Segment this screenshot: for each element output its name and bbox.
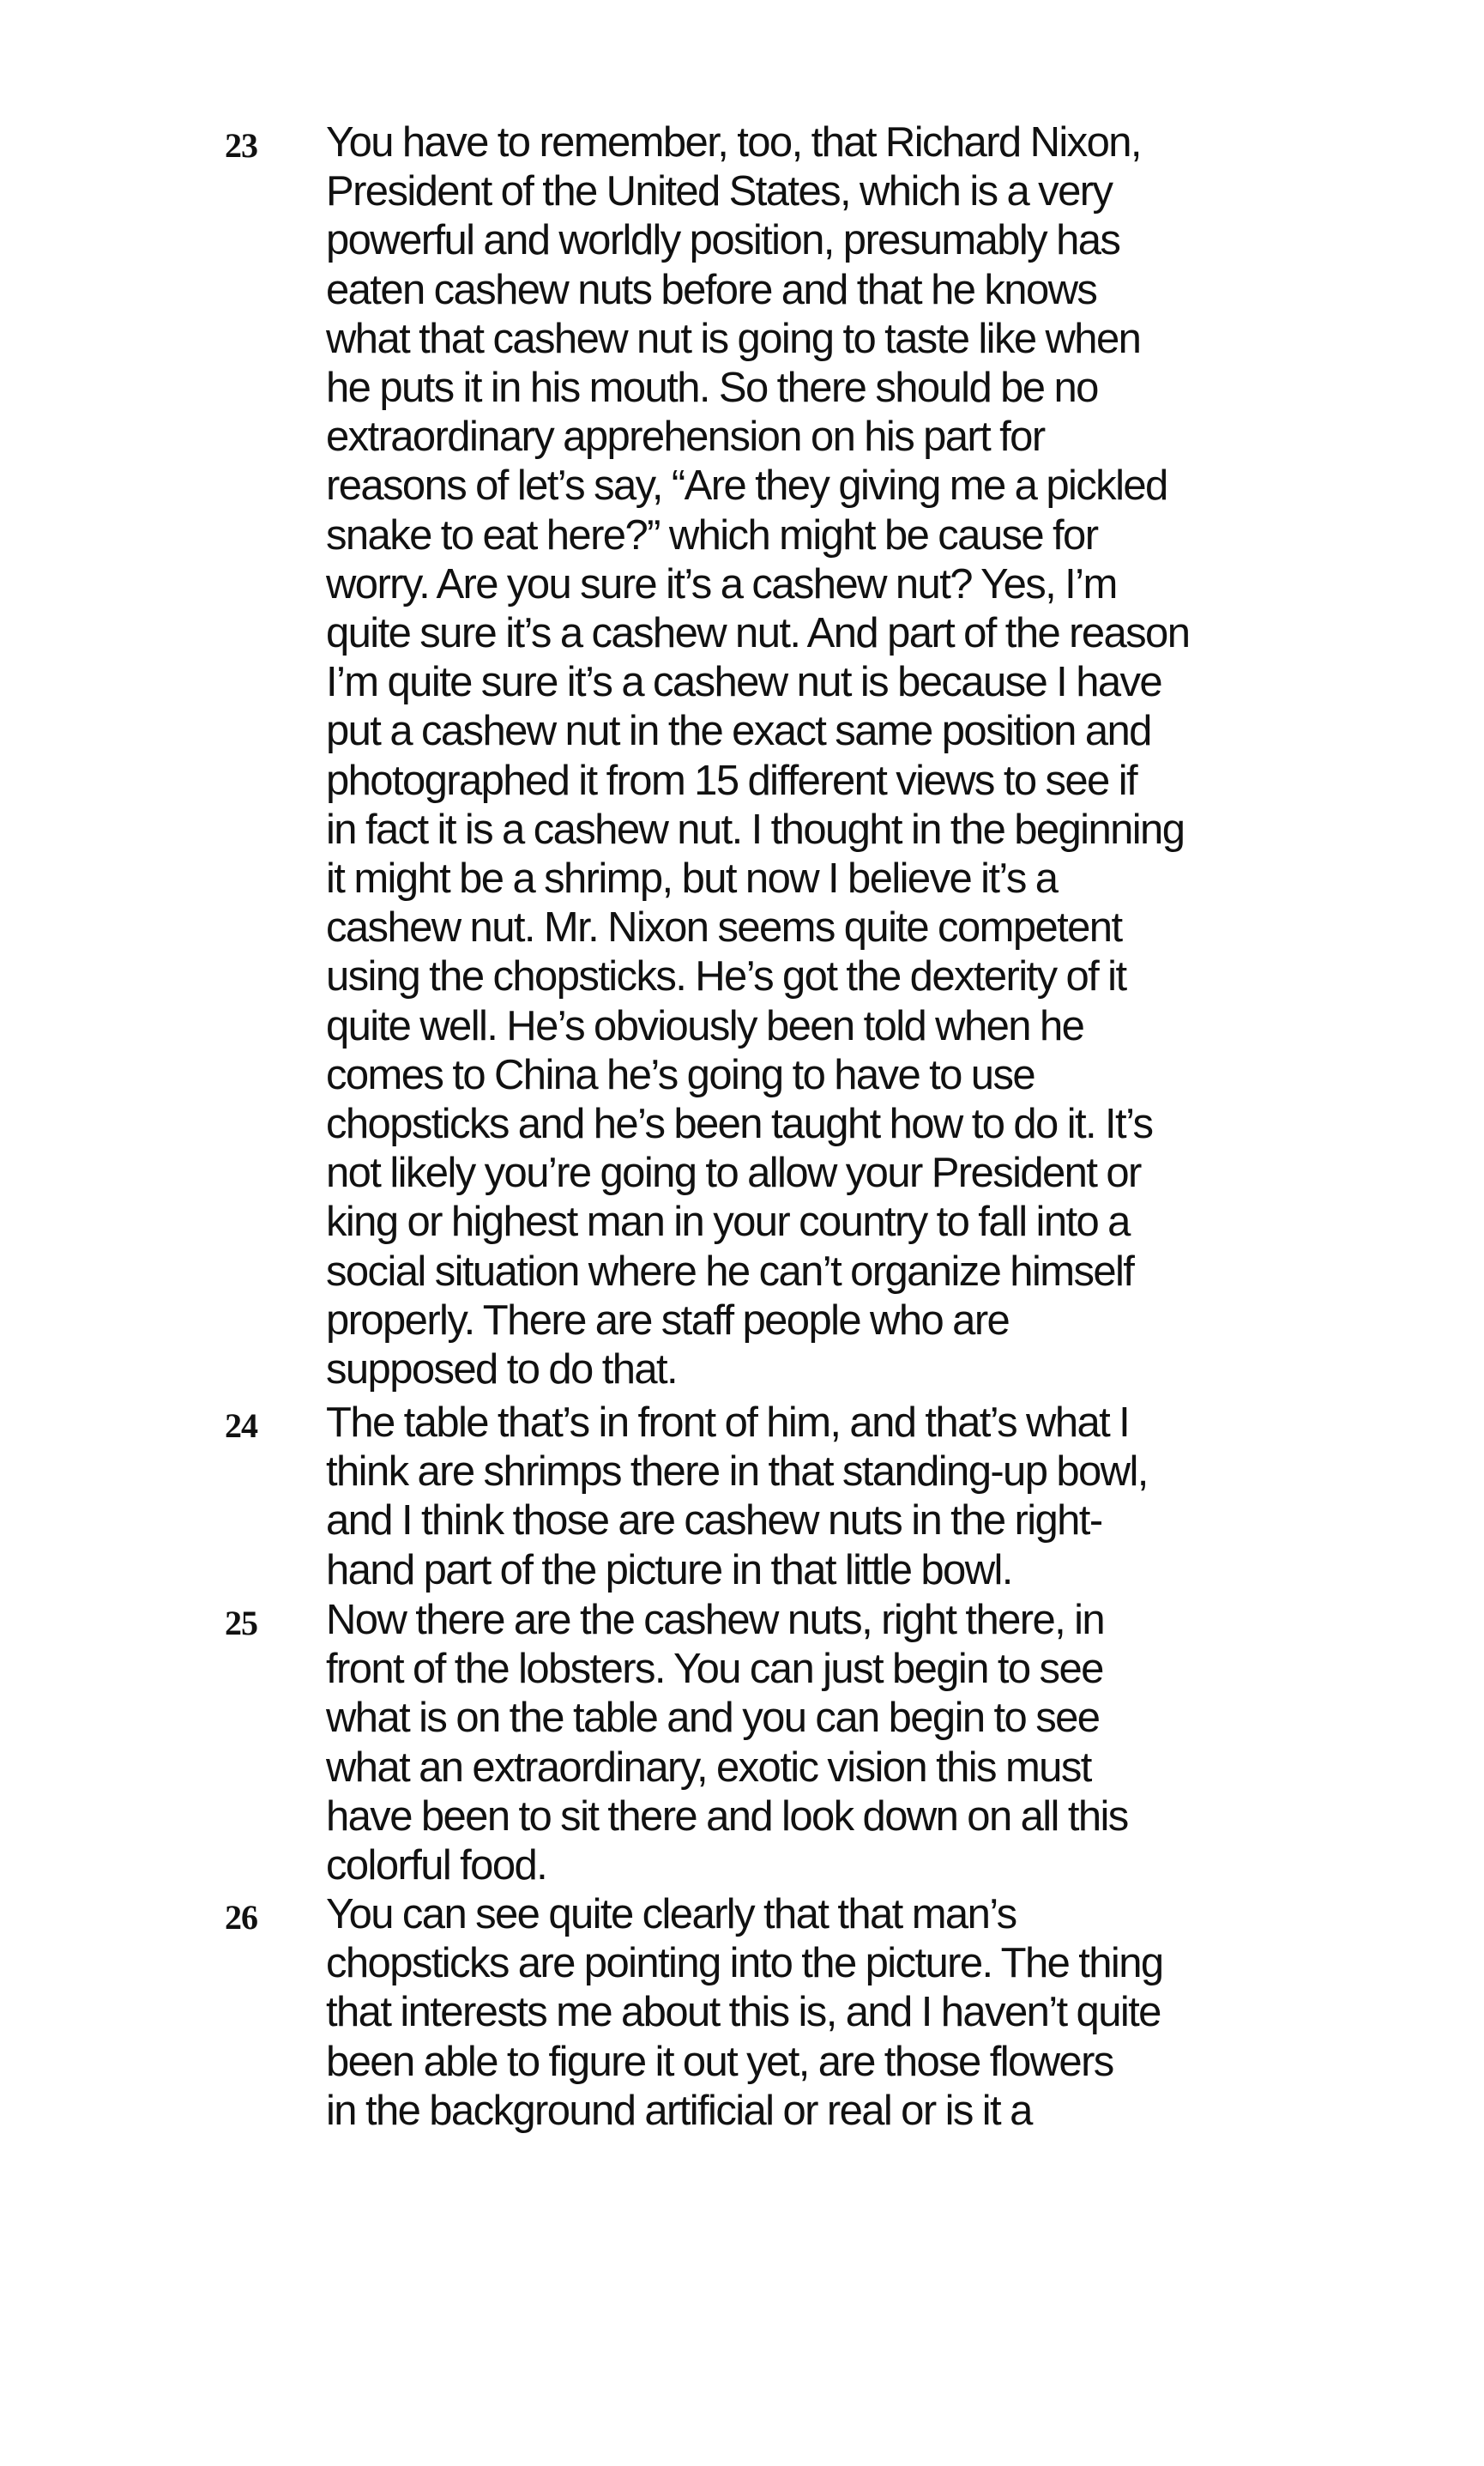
paragraph-number: 26 (225, 1898, 257, 1937)
paragraph-text: Now there are the cashew nuts, right there, in front of the lobsters. You can just begin to see what is on the table and you can begin to see what an extraordinary, exotic vision this must have been to sit there and look down on all this colorful food. (326, 1597, 1128, 1889)
paragraph-number: 25 (225, 1604, 257, 1642)
paragraph-text: You can see quite clearly that that man’s chopsticks are pointing into the picture. The thing that interests me about this is, and I haven’t quite been able to figure it out yet, are those flowers in the background artificial or real or is it a (326, 1891, 1163, 2134)
paragraph-number: 23 (225, 126, 257, 165)
paragraph-number: 24 (225, 1406, 257, 1445)
paragraph-text: You have to remember, too, that Richard Nixon, President of the United States, which is a very powerful and worldly position, presumably has eaten cashew nuts before and that he knows what that cashew nut is going to taste like when he puts it in his mouth. So there should be no extraordinary apprehension on his part for reasons of let’s say, “Are they giving me a pickled snake to eat here?” which might be cause for worry. Are you sure it’s a cashew nut? Yes, I’m quite sure it’s a cashew nut. And part of the reason I’m quite sure it’s a cashew nut is because I have put a cashew nut in the exact same position and photographed it from 15 different views to see if in fact it is a cashew nut. I thought in the beginning it might be a shrimp, but now I believe it’s a cashew nut. Mr. Nixon seems quite competent using the chopsticks. He’s got the dexterity of it quite well. He’s obviously been told when he comes to China he’s going to have to use chopsticks and he’s been taught how to do it. It’s not likely you’re going to allow your President or king or highest man in your country to fall into a social situation where he can’t organize himself properly. There are staff people who are supposed to do that. (326, 119, 1190, 1393)
paragraph-text: The table that’s in front of him, and that’s what I think are shrimps there in that standing-up bowl, and I think those are cashew nuts in the right- hand part of the picture in that little bowl. (326, 1399, 1148, 1593)
